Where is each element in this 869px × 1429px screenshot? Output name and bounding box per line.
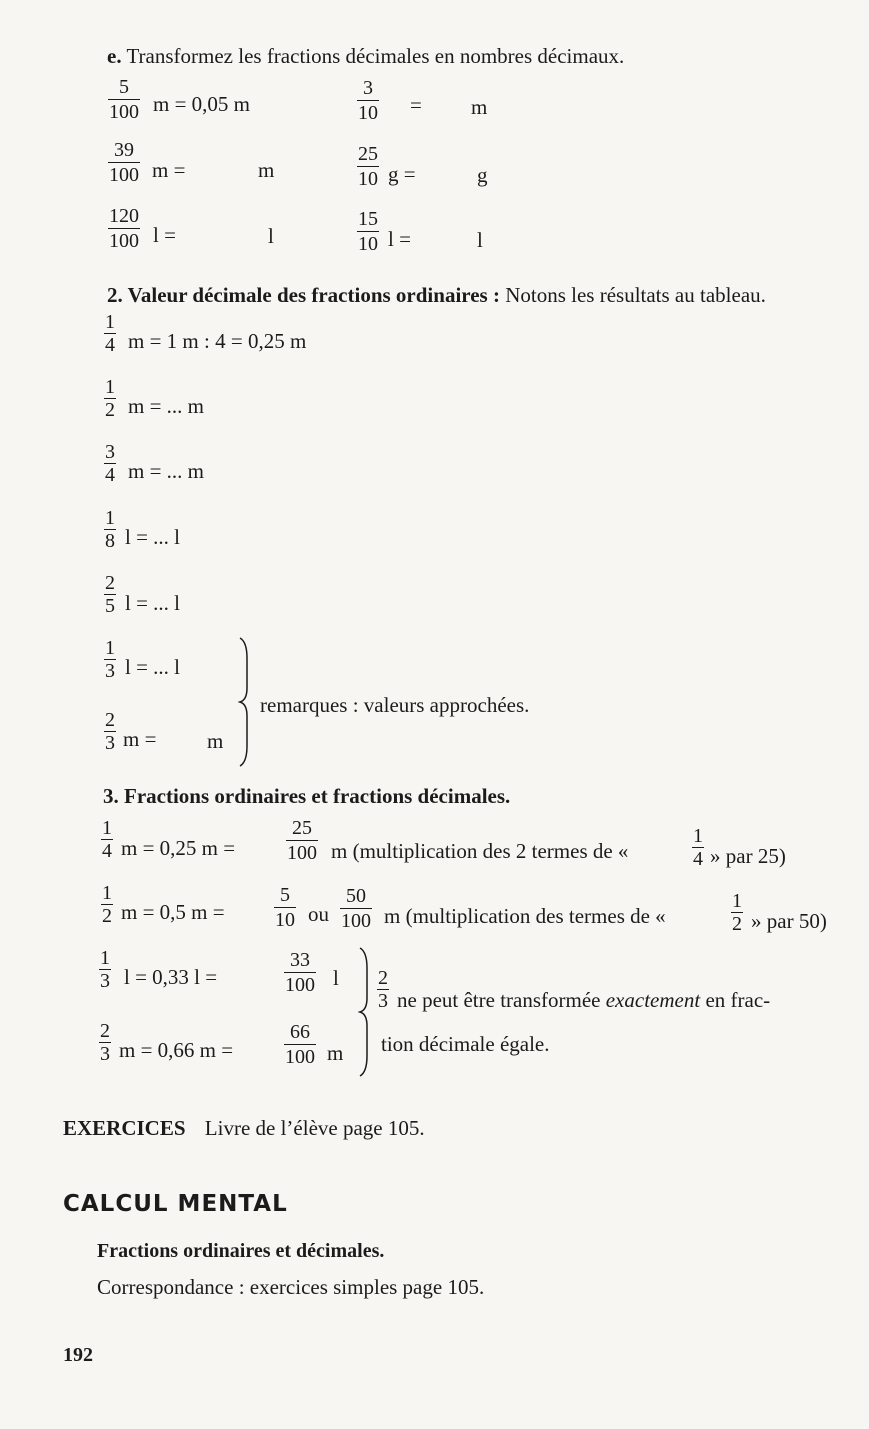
fraction: $\frac{1}{4}$ — [693, 825, 703, 870]
exercices-text: Livre de l’élève page 105. — [204, 1116, 425, 1140]
note-line-2: tion décimale égale. — [381, 1032, 550, 1056]
fraction: $\frac{1}{2}$ — [102, 882, 112, 927]
calcul-mental-heading: CALCUL MENTAL — [63, 1191, 288, 1217]
equation-text: l = — [153, 223, 176, 247]
right-brace-icon — [358, 946, 370, 1078]
explanation-text: m (multiplication des 2 termes de « — [331, 839, 629, 863]
fraction: $\frac{66}{100}$ — [285, 1021, 315, 1068]
fraction: $\frac{2}{5}$ — [105, 572, 115, 617]
calcul-subheading: Fractions ordinaires et décimales. — [97, 1240, 385, 1262]
fraction: $\frac{1}{2}$ — [105, 376, 115, 421]
note-text: ne peut être transformée — [397, 988, 601, 1012]
fraction: $\frac{33}{100}$ — [285, 949, 315, 996]
fraction: $\frac{2}{3}$ — [105, 709, 115, 754]
unit: m — [327, 1041, 344, 1065]
equation-text: l = ... l — [125, 655, 181, 679]
fraction: $\frac{1}{4}$ — [102, 817, 112, 862]
equation-text: m = 1 m : 4 = 0,25 m — [128, 329, 307, 353]
equation-text: l = ... l — [125, 591, 181, 615]
explanation-text: » par 25) — [710, 844, 786, 868]
fraction: $\frac{3}{10}$ — [358, 77, 378, 124]
note-emphasis: exactement — [605, 988, 701, 1012]
fraction: $\frac{50}{100}$ — [341, 885, 371, 932]
equation-text: l = 0,33 l = — [124, 965, 218, 989]
fraction: $\frac{120}{100}$ — [109, 205, 139, 252]
remark-text: remarques : valeurs approchées. — [260, 693, 530, 717]
calcul-text: Correspondance : exercices simples page 105. — [97, 1275, 485, 1299]
explanation-text: » par 50) — [751, 909, 827, 933]
page-number: 192 — [63, 1344, 93, 1366]
fraction: $\frac{5}{100}$ — [109, 76, 139, 123]
unit: m — [471, 95, 488, 119]
unit: l — [333, 966, 339, 990]
fraction: $\frac{39}{100}$ — [109, 139, 139, 186]
ou-text: ou — [308, 902, 329, 926]
equation-text: m = — [152, 158, 186, 182]
unit: l — [268, 224, 274, 248]
fraction: $\frac{5}{10}$ — [275, 884, 295, 931]
fraction: $\frac{1}{3}$ — [105, 637, 115, 682]
fraction: $\frac{15}{10}$ — [358, 208, 378, 255]
equation-text: m = 0,66 m = — [119, 1038, 234, 1062]
fraction: $\frac{25}{100}$ — [287, 817, 317, 864]
explanation-text: m (multiplication des termes de « — [384, 904, 666, 928]
note-text: en frac- — [705, 988, 771, 1012]
section-2-heading: 2. Valeur décimale des fractions ordinaires : — [107, 283, 500, 307]
equation-text: m = 0,05 m — [153, 92, 251, 116]
equation-text: m = 0,25 m = — [121, 836, 236, 860]
fraction: $\frac{2}{3}$ — [100, 1020, 110, 1065]
fraction: $\frac{2}{3}$ — [378, 967, 388, 1012]
equation-text: l = ... l — [125, 525, 181, 549]
unit: g — [477, 163, 488, 187]
equation-text: m = ... m — [128, 394, 205, 418]
equals: l = — [388, 227, 411, 251]
fraction: $\frac{1}{4}$ — [105, 311, 115, 356]
equation-text: m = — [123, 727, 157, 751]
fraction: $\frac{1}{3}$ — [100, 947, 110, 992]
section-e-title — [107, 46, 624, 67]
fraction: $\frac{1}{2}$ — [732, 890, 742, 935]
section-e-letter: e. — [107, 44, 122, 68]
unit: l — [477, 228, 483, 252]
equals: g = — [388, 162, 416, 186]
fraction: $\frac{1}{8}$ — [105, 507, 115, 552]
right-brace-icon — [238, 636, 250, 768]
note-line-1 — [397, 990, 770, 1011]
exercices-line — [63, 1118, 425, 1139]
fraction: $\frac{3}{4}$ — [105, 441, 115, 486]
section-3-title: 3. Fractions ordinaires et fractions décimales. — [103, 784, 511, 808]
section-e-title-text: Transformez les fractions décimales en nombres décimaux. — [121, 44, 625, 68]
equation-text: m = 0,5 m = — [121, 900, 225, 924]
unit: m — [258, 158, 275, 182]
unit: m — [207, 729, 224, 753]
exercices-label: EXERCICES — [63, 1116, 186, 1140]
fraction: $\frac{25}{10}$ — [358, 143, 378, 190]
section-2-title — [107, 285, 766, 306]
equation-text: m = ... m — [128, 459, 205, 483]
section-2-heading-rest: Notons les résultats au tableau. — [499, 283, 766, 307]
equals: = — [410, 93, 422, 117]
